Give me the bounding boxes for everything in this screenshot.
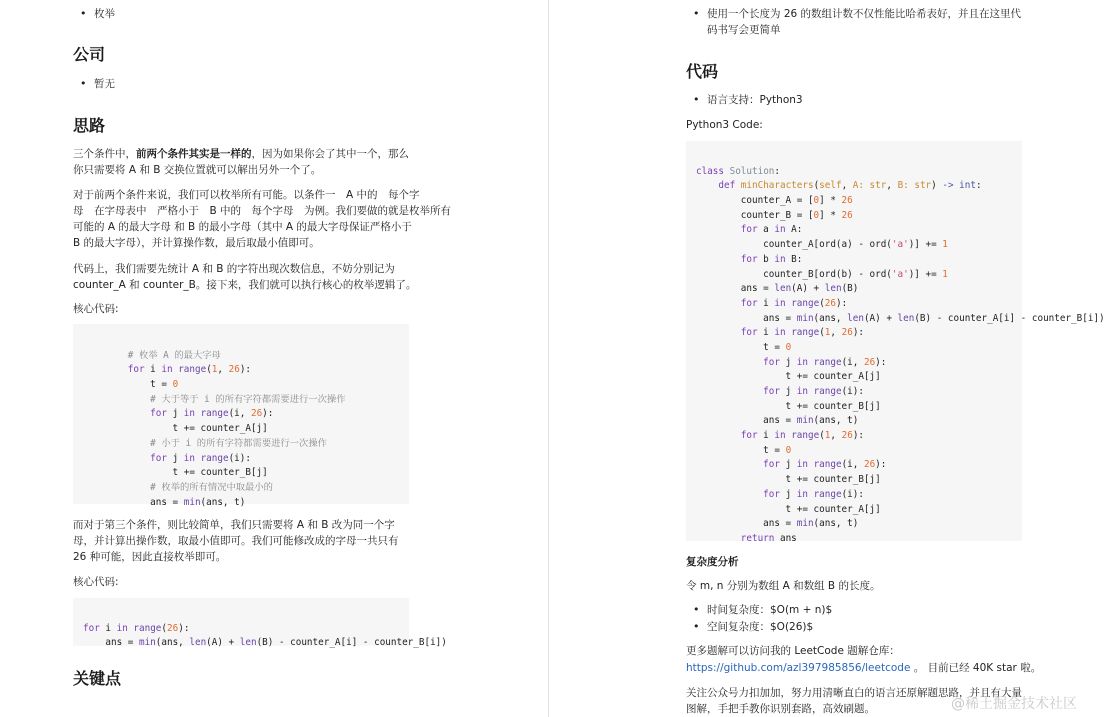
code-text: class Solution: def minCharacters(self, A: str, B: str) -> int: counter_A = [0] * 26 counter_B = [0] * 26 for a in A: counter_A[ord(a) - ord('a')] += 1 for b in B: counter_B[ord(b) - ord('a')] += 1 ans = len(A) + len(B) for i in range(26): ans = min(ans, len(A) + len(B) - counter_A[i] - counter_B[i]) for i in range(1, 26): t = 0 for j in range(i, 26): t += counter_A[j] for j in range(i): t += counter_B[j] ans = min(ans, t) for i in range(1, 26): t = 0 for j in range(i, 26): t += counter_B[j] for j in range(i): t += counter_A[j] ans = min(ans, t) return ans [696, 165, 1105, 544]
paragraph: 令 m, n 分别为数组 A 和数组 B 的长度。 [686, 580, 881, 592]
paragraph: 更多题解可以访问我的 LeetCode 题解仓库： [686, 645, 900, 657]
paragraph: 图解，手把手教你识别套路，高效刷题。 [686, 703, 875, 715]
code-block [73, 324, 409, 508]
list-item: • 使用一个长度为 26 的数组计数不仅性能比哈希表好，并且在这里代 码书写会更简单 [693, 6, 1021, 38]
paragraph: 你只需要将 A 和 B 交换位置就可以解出另外一个了。 [73, 164, 322, 176]
paragraph: counter_A 和 counter_B。接下来，我们就可以执行核心的枚举逻辑了。 [73, 279, 417, 291]
code-label: 核心代码: [73, 576, 119, 588]
left-page [0, 0, 548, 717]
keypoint-heading: 关键点 [73, 669, 122, 688]
paragraph: 母 在字母表中 严格小于 B 中的 每个字母 为例。我们要做的就是枚举所有 [73, 205, 452, 217]
paragraph: 26 种可能，因此直接枚举即可。 [73, 551, 227, 563]
code-text: # 枚举 A 的最大字母 for i in range(1, 26): t = 0 # 大于等于 i 的所有字符都需要进行一次操作 for j in range(i, 26): t += counter_A[j] # 小于 i 的所有字符都需要进行一次操作 for j in range(i): t += counter_B[j] # 枚举的所有情况中取最小的 ans = min(ans, t) [83, 349, 346, 508]
paragraph: 母，并计算出操作数，取最小值即可。我们可能修改成的字母一共只有 [73, 535, 399, 547]
paragraph: https://github.com/azl397985856/leetcode 。 目前已经 40K star 啦。 [686, 662, 1042, 674]
paragraph: 而对于第三个条件，则比较简单，我们只需要将 A 和 B 改为同一个字 [73, 519, 395, 531]
code-text: for i in range(26): ans = min(ans, len(A) + len(B) - counter_A[i] - counter_B[i]) [83, 622, 447, 649]
leetcode-repo-link[interactable]: https://github.com/azl397985856/leetcode [686, 662, 911, 674]
list-item: • 枚举 [80, 6, 115, 22]
company-heading: 公司 [73, 45, 106, 64]
code-block [686, 141, 1105, 544]
watermark: @稀土掘金技术社区 [951, 696, 1077, 712]
paragraph: 可能的 A 的最大字母 和 B 的最小字母（其中 A 的最大字母保证严格小于 [73, 221, 412, 233]
paragraph: B 的最大字母），并计算操作数，最后取最小值即可。 [73, 237, 320, 249]
idea-heading: 思路 [73, 116, 106, 135]
paragraph: 代码上，我们需要先统计 A 和 B 的字符出现次数信息，不妨分别记为 [73, 263, 395, 275]
list-item: • 空间复杂度：$O(26)$ [693, 619, 813, 635]
list-item: • 暂无 [80, 76, 115, 92]
paragraph: 三个条件中，前两个条件其实是一样的，因为如果你会了其中一个，那么 [73, 148, 409, 160]
paragraph: 关注公众号力扣加加，努力用清晰直白的语言还原解题思路，并且有大量 [686, 687, 1022, 699]
list-item: • 时间复杂度：$O(m + n)$ [693, 602, 832, 618]
code-heading: 代码 [686, 62, 719, 81]
code-block [73, 598, 447, 649]
complexity-heading: 复杂度分析 [686, 556, 739, 568]
code-label: 核心代码: [73, 303, 119, 315]
list-item: • 语言支持：Python3 [693, 92, 803, 108]
code-label: Python3 Code: [686, 119, 763, 131]
right-page [549, 0, 1105, 717]
paragraph: 对于前两个条件来说，我们可以枚举所有可能。以条件一 A 中的 每个字 [73, 189, 420, 201]
